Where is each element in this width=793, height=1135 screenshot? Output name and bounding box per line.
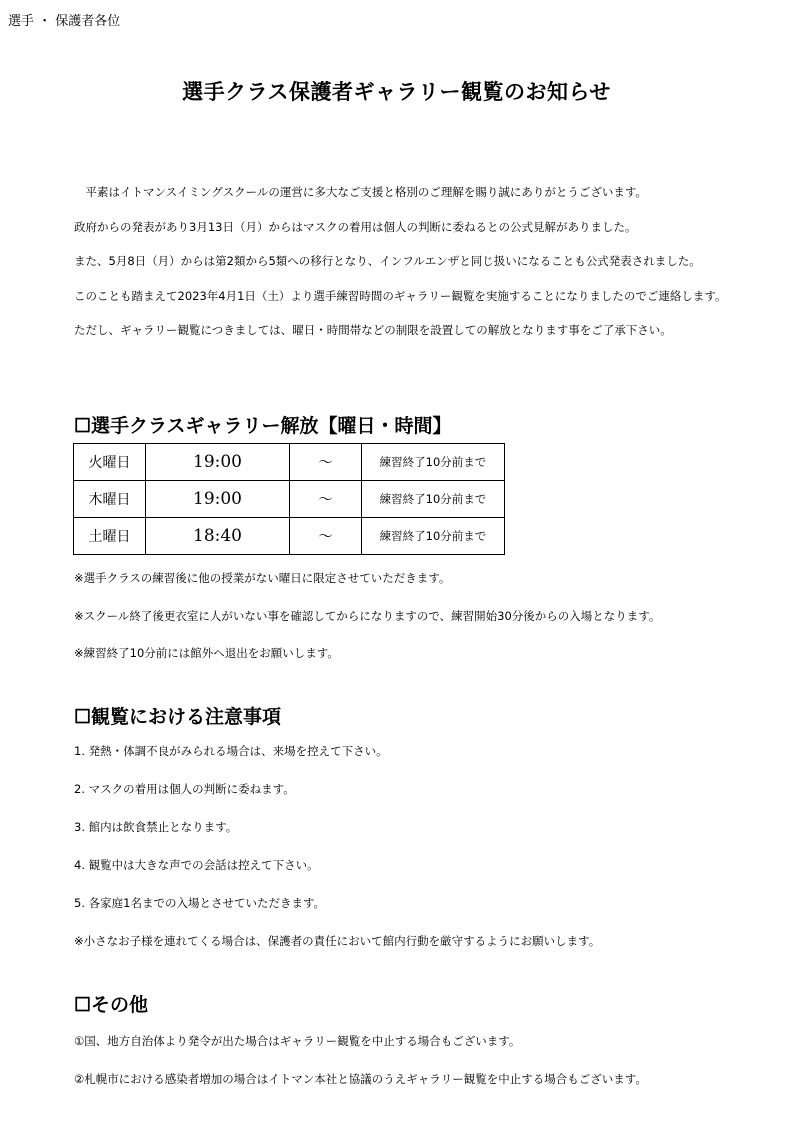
schedule-table <box>73 443 505 555</box>
precaution-item: 3. 館内は飲食禁止となります。 <box>74 820 238 834</box>
time-cell: 19:00 <box>146 444 290 481</box>
day-cell: 火曜日 <box>74 444 146 481</box>
table-row <box>74 518 505 555</box>
schedule-note: ※練習終了10分前には館外へ退出をお願いします。 <box>74 646 339 660</box>
time-cell: 19:00 <box>146 481 290 518</box>
precaution-note: ※小さなお子様を連れてくる場合は、保護者の責任において館内行動を厳守するようにお願いします。 <box>74 934 601 948</box>
end-cell: 練習終了10分前まで <box>362 518 505 555</box>
addressee: 選手 ・ 保護者各位 <box>8 14 121 29</box>
intro-paragraph: このことも踏まえて2023年4月1日（土）より選手練習時間のギャラリー観覧を実施することになりましたのでご連絡します。 <box>74 289 727 303</box>
tilde-cell: ～ <box>290 481 362 518</box>
tilde-cell: ～ <box>290 518 362 555</box>
intro-paragraph: 平素はイトマンスイミングスクールの運営に多大なご支援と格別のご理解を賜り誠にありがとうございます。 <box>74 185 647 199</box>
precaution-item: 4. 観覧中は大きな声での会話は控えて下さい。 <box>74 858 319 872</box>
intro-paragraph: また、5月8日（月）からは第2類から5類への移行となり、インフルエンザと同じ扱いになることも公式発表されました。 <box>74 254 701 268</box>
precaution-item: 2. マスクの着用は個人の判断に委ねます。 <box>74 782 295 796</box>
other-item: ①国、地方自治体より発令が出た場合はギャラリー観覧を中止する場合もございます。 <box>74 1034 521 1048</box>
time-cell: 18:40 <box>146 518 290 555</box>
intro-paragraph: 政府からの発表があり3月13日（月）からはマスクの着用は個人の判断に委ねるとの公式見解がありました。 <box>74 220 637 234</box>
schedule-note: ※選手クラスの練習後に他の授業がない曜日に限定させていただきます。 <box>74 571 451 585</box>
precaution-item: 1. 発熱・体調不良がみられる場合は、来場を控えて下さい。 <box>74 744 388 758</box>
schedule-note: ※スクール終了後更衣室に人がいない事を確認してからになりますので、練習開始30分後からの入場となります。 <box>74 609 661 623</box>
tilde-cell: ～ <box>290 444 362 481</box>
precaution-item: 5. 各家庭1名までの入場とさせていただきます。 <box>74 896 326 910</box>
other-item: ②札幌市における感染者増加の場合はイトマン本社と協議のうえギャラリー観覧を中止する場合もございます。 <box>74 1072 647 1086</box>
table-row <box>74 481 505 518</box>
end-cell: 練習終了10分前まで <box>362 481 505 518</box>
section-heading-other: ☐その他 <box>74 994 149 1016</box>
section-heading-precautions: ☐観覧における注意事項 <box>74 706 282 728</box>
end-cell: 練習終了10分前まで <box>362 444 505 481</box>
table-row <box>74 444 505 481</box>
day-cell: 土曜日 <box>74 518 146 555</box>
section-heading-schedule: ☐選手クラスギャラリー解放【曜日・時間】 <box>74 415 452 437</box>
page-title: 選手クラス保護者ギャラリー観覧のお知らせ <box>182 79 611 104</box>
intro-paragraph: ただし、ギャラリー観覧につきましては、曜日・時間帯などの制限を設置しての解放となります事をご了承下さい。 <box>74 323 672 337</box>
day-cell: 木曜日 <box>74 481 146 518</box>
